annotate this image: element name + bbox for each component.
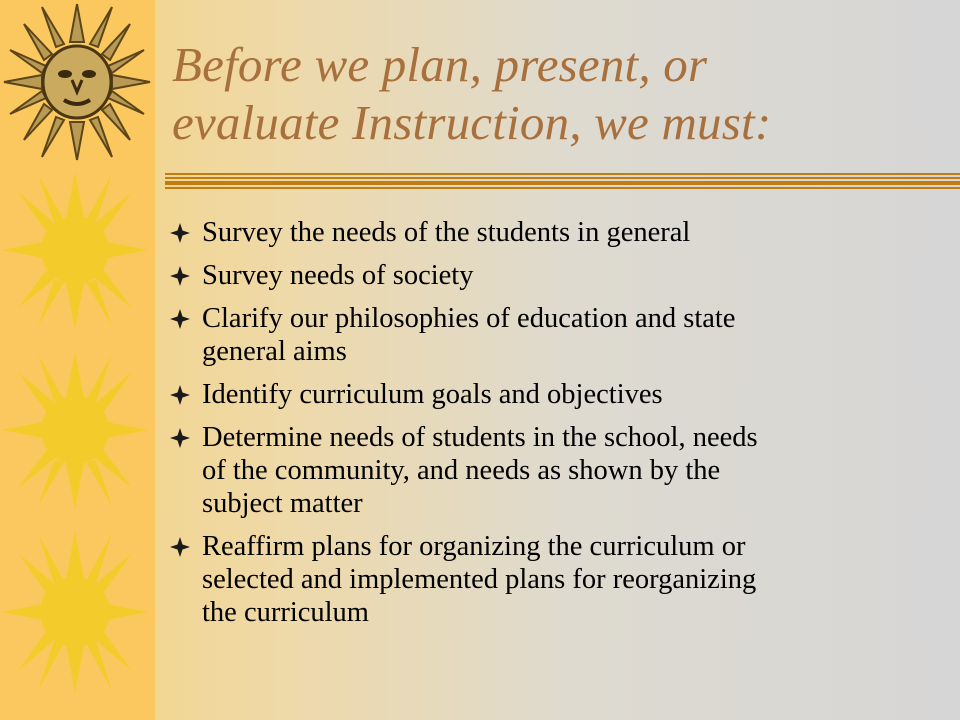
- title-divider-rule: [165, 172, 960, 192]
- bullet-item: [170, 421, 945, 520]
- bullet-text-line: Survey needs of society: [202, 260, 474, 291]
- bullet-text-line: Determine needs of students in the school, needs: [202, 422, 758, 453]
- bullet-item: [170, 378, 945, 411]
- four-point-star-icon: [170, 385, 190, 405]
- sun-icon: [0, 527, 150, 697]
- bullet-text-line: of the community, and needs as shown by the: [202, 455, 721, 486]
- sun-icon: [0, 168, 150, 333]
- four-point-star-icon: [170, 537, 190, 557]
- four-point-star-icon: [170, 428, 190, 448]
- sun-face-icon: [2, 2, 152, 162]
- slide-title-line: evaluate Instruction, we must:: [172, 95, 772, 150]
- four-point-star-icon: [170, 309, 190, 329]
- bullet-text-line: the curriculum: [202, 597, 369, 628]
- bullet-text-line: subject matter: [202, 488, 363, 519]
- bullet-text-line: Reaffirm plans for organizing the curriculum or: [202, 531, 746, 562]
- bullet-text-line: Clarify our philosophies of education and state: [202, 303, 736, 334]
- bullet-list: [170, 216, 945, 639]
- bullet-item: [170, 302, 945, 368]
- bullet-text-line: Survey the needs of the students in general: [202, 217, 691, 248]
- bullet-item: [170, 530, 945, 629]
- decorative-side-strip: [0, 0, 155, 720]
- bullet-item: [170, 259, 945, 292]
- bullet-text-line: Identify curriculum goals and objectives: [202, 379, 663, 410]
- bullet-text-line: selected and implemented plans for reorganizing: [202, 564, 757, 595]
- bullet-item: [170, 216, 945, 249]
- bullet-text-line: general aims: [202, 336, 347, 367]
- four-point-star-icon: [170, 223, 190, 243]
- four-point-star-icon: [170, 266, 190, 286]
- slide-title-line: Before we plan, present, or: [172, 37, 708, 92]
- sun-icon: [0, 348, 150, 513]
- slide-title: [172, 36, 942, 152]
